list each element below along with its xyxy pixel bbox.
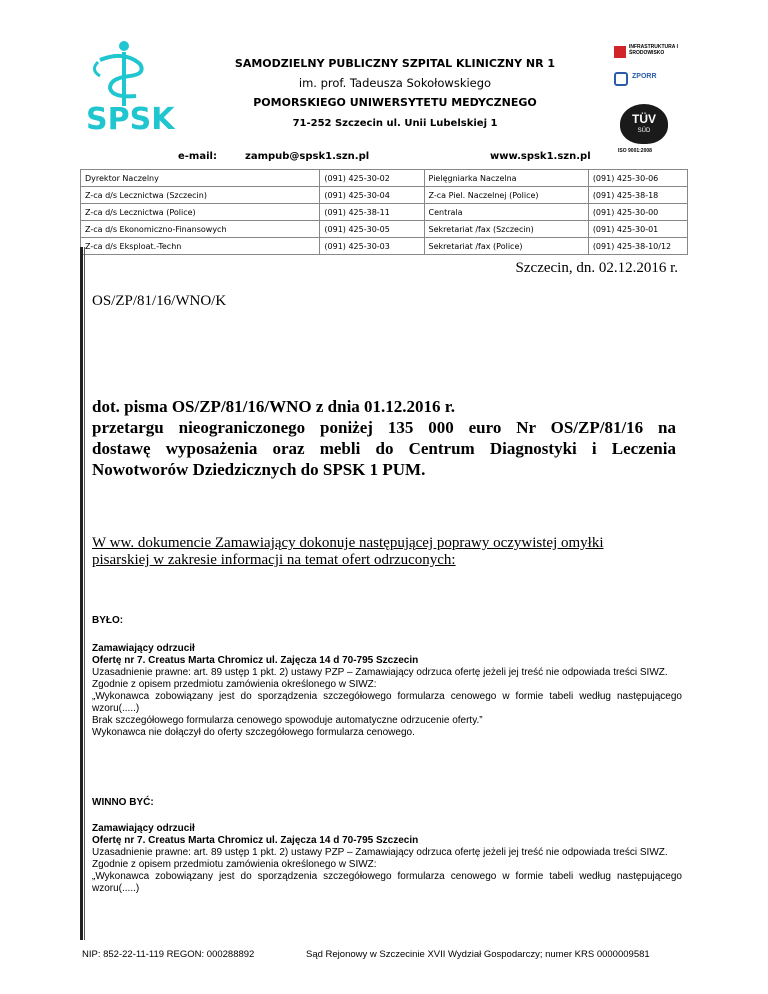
footer-court-registry: Sąd Rejonowy w Szczecinie XVII Wydział Gospodarczy; numer KRS 0000009581	[306, 949, 650, 960]
subject-line: dot. pisma OS/ZP/81/16/WNO z dnia 01.12.2016 r.	[92, 397, 456, 416]
left-margin-bar	[80, 247, 83, 940]
table-row: Z-ca d/s Lecznictwa (Szczecin) (091) 425-30-04 Z-ca Piel. Naczelnej (Police) (091) 425-38-18	[81, 187, 688, 204]
letter-date: Szczecin, dn. 02.12.2016 r.	[515, 260, 678, 276]
hospital-name: SAMODZIELNY PUBLICZNY SZPITAL KLINICZNY NR 1	[234, 57, 556, 70]
infrastructure-badge	[614, 44, 684, 62]
footer-nip-regon: NIP: 852-22-11-119 REGON: 000288892	[82, 949, 255, 960]
website-address[interactable]: www.spsk1.szn.pl	[490, 151, 591, 162]
subject-line: Nowotworów Dziedzicznych do SPSK 1 PUM.	[92, 460, 426, 479]
tuv-label: TÜV	[632, 112, 656, 126]
zporr-label: ZPORR	[632, 73, 657, 80]
tuv-sub-label: SÜD	[637, 128, 651, 134]
section-body-was: Zamawiający odrzucił Ofertę nr 7. Creatus Marta Chromicz ul. Zajęcza 14 d 70-795 Szczecin Uzasadnienie prawne: art. 89 ustęp 1 pkt. 2) ustawy PZP – Zamawiający odrzuca ofertę jeżeli jej treść nie odpowiada treści SIWZ. Zgodnie z opisem przedmiotu zamówienia określonego w SIWZ: „Wykonawca zobowiązany jest do sporządzenia szczegółowego formularza cenowego w formie tabeli według następującego wzoru(.....) Brak szczegółowego formularza cenowego spowoduje automatyczne odrzucenie oferty.” Wykonawca nie dołączył do oferty szczegółowego formularza cenowego.	[92, 643, 682, 738]
zporr-badge	[614, 70, 684, 90]
email-label: e-mail:	[178, 151, 217, 162]
subject-line: przetargu nieograniczonego poniżej 135 000 euro Nr OS/ZP/81/16 na	[92, 418, 676, 437]
contact-directory-table	[80, 169, 688, 255]
table-row: Z-ca d/s Eksploat.-Techn (091) 425-30-03 Sekretariat /fax (Police) (091) 425-38-10/12	[81, 238, 688, 255]
letter-reference: OS/ZP/81/16/WNO/K	[92, 293, 227, 309]
section-body-should-be: Zamawiający odrzucił Ofertę nr 7. Creatus Marta Chromicz ul. Zajęcza 14 d 70-795 Szczecin Uzasadnienie prawne: art. 89 ustęp 1 pkt. 2) ustawy PZP – Zamawiający odrzuca ofertę jeżeli jej treść nie odpowiada treści SIWZ. Zgodnie z opisem przedmiotu zamówienia określonego w SIWZ: „Wykonawca zobowiązany jest do sporządzenia szczegółowego formularza cenowego w formie tabeli według następującego wzoru(.....)	[92, 823, 682, 894]
left-margin-bar-thin	[84, 247, 85, 940]
table-row: Z-ca d/s Ekonomiczno-Finansowych (091) 425-30-05 Sekretariat /fax (Szczecin) (091) 425-30-01	[81, 221, 688, 238]
logo-text: SPSK	[86, 102, 175, 137]
infra-flag-icon	[614, 46, 626, 58]
zporr-logo-icon	[614, 72, 628, 86]
tuv-badge	[620, 104, 668, 148]
section-heading-should-be: WINNO BYĆ:	[92, 797, 154, 808]
section-heading-was: BYŁO:	[92, 615, 124, 626]
email-address[interactable]: zampub@spsk1.szn.pl	[245, 151, 370, 162]
letter-intro: W ww. dokumencie Zamawiający dokonuje następującej poprawy oczywistej omyłki pisarskiej w zakresie informacji na temat ofert odrzuconych:	[92, 535, 604, 568]
infra-label: INFRASTRUKTURA I ŚRODOWISKO	[629, 44, 678, 56]
table-row: Z-ca d/s Lecznictwa (Police) (091) 425-38-11 Centrala (091) 425-30-00	[81, 204, 688, 221]
hospital-patron: im. prof. Tadeusza Sokołowskiego	[298, 76, 492, 90]
letter-subject	[92, 396, 676, 480]
university-name: POMORSKIEGO UNIWERSYTETU MEDYCZNEGO	[253, 96, 537, 109]
iso-label: ISO 9001:2008	[618, 148, 652, 154]
hospital-address: 71-252 Szczecin ul. Unii Lubelskiej 1	[292, 118, 498, 129]
hospital-logo-icon	[80, 40, 170, 110]
subject-line: dostawę wyposażenia oraz mebli do Centrum Diagnostyki i Leczenia	[92, 439, 676, 458]
table-row: Dyrektor Naczelny (091) 425-30-02 Pielęgniarka Naczelna (091) 425-30-06	[81, 170, 688, 187]
